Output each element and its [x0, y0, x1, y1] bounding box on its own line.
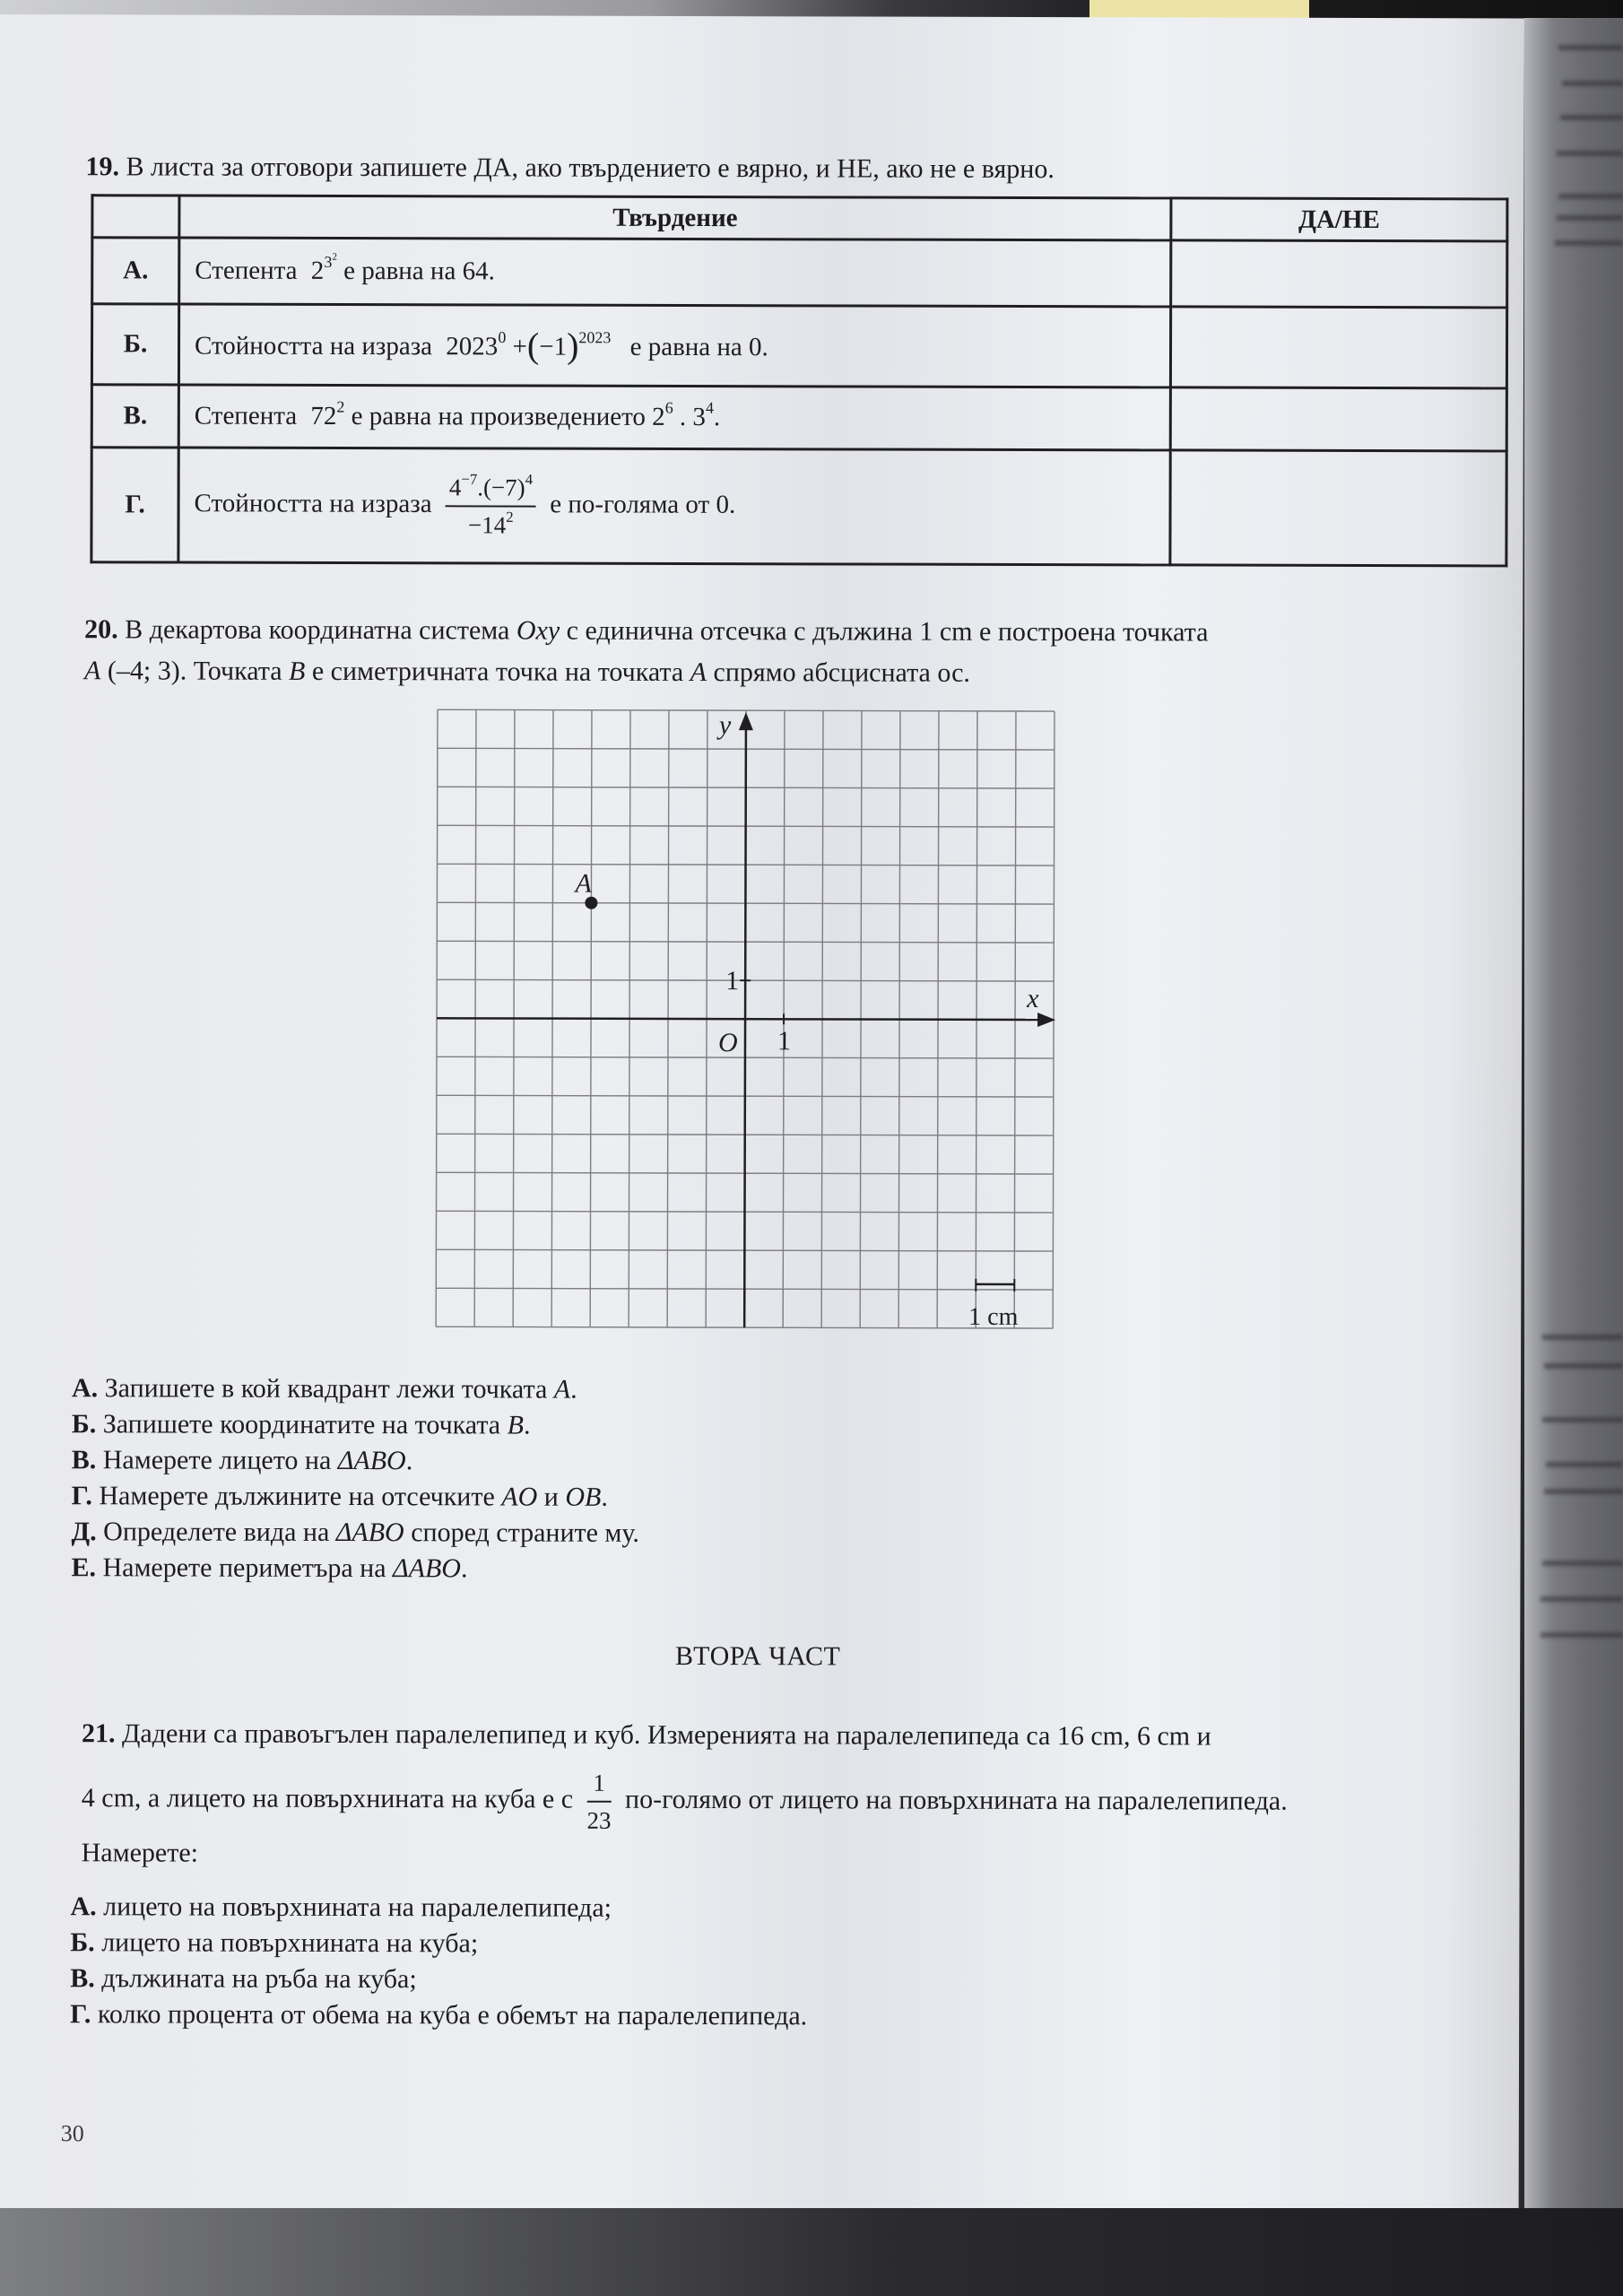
stmt-text: е по-голяма от 0. [550, 489, 736, 519]
row-statement [179, 238, 1171, 307]
table-row [92, 238, 1507, 308]
answer-cell[interactable] [1170, 450, 1506, 566]
grid-line-horizontal [438, 709, 1055, 711]
row-statement [178, 385, 1170, 450]
q20-task: Б. Запишете координатите на точката B. [71, 1409, 531, 1440]
point-a-label: A [575, 868, 592, 899]
math-fraction: $\frac{1}{23}$ [586, 1767, 611, 1837]
header-statement: Твърдение [179, 196, 1171, 240]
next-page-edge [1524, 18, 1623, 2224]
q21-task: В. дължината на ръба на куба; [70, 1963, 417, 1995]
origin-label: O [717, 1028, 738, 1058]
q21-task: Г. колко процента от обема на куба е обемът на паралелепипеда. [70, 1999, 808, 2031]
q19-number: 19. [85, 152, 120, 182]
section-title: ВТОРА ЧАСТ [675, 1640, 841, 1672]
x-tick-label: 1 [777, 1026, 792, 1057]
stmt-text: Стойността на израза [194, 331, 433, 361]
math-fraction: $\frac{4^{-7}.(-7)^4}{-14^2}$ [446, 471, 536, 541]
row-letter: А. [92, 238, 179, 304]
q20-text: A [84, 656, 101, 686]
answer-cell[interactable] [1170, 307, 1506, 388]
q19-table [90, 194, 1508, 567]
q20-text: A [690, 657, 707, 688]
math-product: $2^6$ . $3^4$. [652, 398, 721, 432]
q19-table-header [92, 196, 1507, 241]
q20-task: Г. Намерете дължините на отсечките AO и OB. [71, 1481, 608, 1512]
x-axis-arrow [1037, 1013, 1055, 1027]
q21-line3: Намерете: [81, 1838, 199, 1868]
answer-cell[interactable] [1171, 240, 1507, 308]
table-row [91, 448, 1506, 566]
answer-cell[interactable] [1170, 387, 1506, 451]
q21-line1 [82, 1716, 1507, 1755]
stmt-text: е равна на произведението [351, 402, 646, 431]
table-row [91, 304, 1506, 388]
math-power: $72^2$ [310, 397, 345, 430]
q20-text: (–4; 3). Точката [107, 656, 282, 686]
y-axis-arrow [739, 712, 753, 730]
row-letter: Б. [91, 304, 178, 385]
q21-line2 [82, 1765, 1288, 1839]
page-number: 30 [60, 2120, 84, 2147]
q21-text: Дадени са правоъгълен паралелепипед и куб. Измеренията на паралелепипеда са 16 cm, 6 cm и [121, 1718, 1211, 1752]
q20-text: с единична отсечка с дължина 1 cm е построена точката [566, 615, 1209, 648]
header-answer: ДА/НЕ [1171, 198, 1507, 241]
q20-text: B [289, 656, 306, 686]
y-tick-label: 1 [725, 966, 740, 996]
q20-number: 20. [84, 614, 118, 645]
q21-text: 4 cm, а лицето на повърхнината на куба е с [81, 1783, 574, 1814]
stmt-text: Степента [195, 256, 298, 285]
q20-text: спрямо абсцисната ос. [713, 657, 970, 688]
q21-tasks [70, 1889, 807, 2034]
stmt-text: е равна на 64. [343, 257, 495, 286]
coordinate-grid [434, 708, 1063, 1337]
q20-text: В декартова координатна система [125, 614, 510, 646]
q20-text: е симетричната точка на точката [311, 656, 684, 687]
point-a [585, 897, 597, 909]
row-letter: В. [91, 385, 178, 448]
q21-task: Б. лицето на повърхнината на куба; [70, 1927, 479, 1959]
q19-prompt [86, 149, 1055, 187]
q20-task: Д. Определете вида на ΔABO според страните му. [71, 1517, 639, 1548]
row-statement [178, 448, 1170, 565]
math-expression: $2023^0 +(-1)^{2023}$ [446, 325, 612, 366]
q20-line1 [84, 612, 1510, 651]
q20-task: А. Запишете в кой квадрант лежи точката A. [71, 1373, 577, 1405]
q20-tasks [71, 1370, 639, 1587]
stmt-text: Стойността на израза [194, 488, 432, 518]
row-letter: Г. [91, 448, 178, 562]
header-letter [92, 196, 179, 238]
scan-bottom-edge [0, 2208, 1623, 2296]
row-statement [178, 304, 1170, 387]
math-power: $2^{3^2}$ [310, 251, 337, 285]
textbook-page [0, 14, 1524, 2220]
q21-task: А. лицето на повърхнината на паралелепипеда; [70, 1892, 612, 1923]
x-axis-label: x [1027, 984, 1039, 1014]
q21-number: 21. [81, 1718, 116, 1749]
y-axis-label: y [718, 710, 732, 741]
q20-text: Oxy [516, 615, 560, 646]
q21-text: по-голямо от лицето на повърхнината на паралелепипеда. [625, 1784, 1288, 1816]
stmt-text: Степента [194, 401, 298, 430]
stmt-text: е равна на 0. [629, 332, 768, 362]
scale-label: 1 cm [968, 1302, 1019, 1331]
q20-line2 [84, 653, 970, 691]
q19-prompt-text: В листа за отговори запишете ДА, ако твърдението е вярно, и НЕ, ако не е вярно. [126, 152, 1055, 185]
y-axis [744, 723, 746, 1327]
q20-task: Е. Намерете периметъра на ΔABO. [71, 1552, 468, 1584]
x-axis [437, 1018, 1041, 1020]
table-row [91, 385, 1506, 451]
q20-task: В. Намерете лицето на ΔABO. [71, 1445, 413, 1476]
